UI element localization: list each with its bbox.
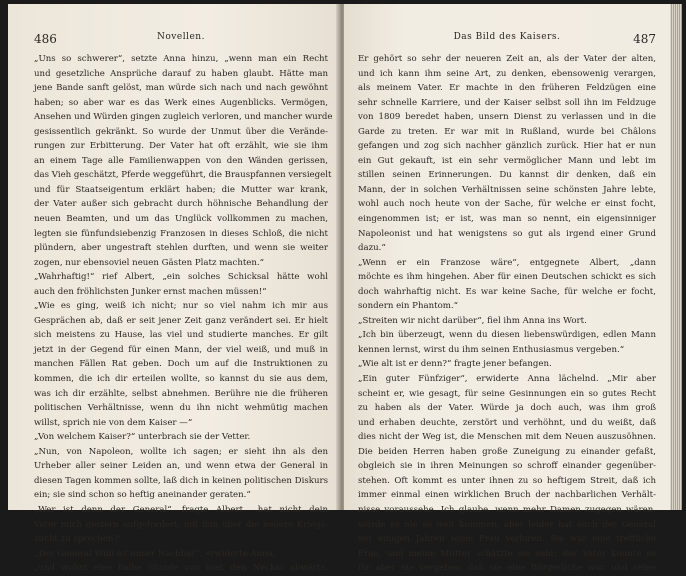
text-line: neuen Beamten, und um das Unglück vollkommen zu machen, [34, 214, 328, 225]
text-line: Urheber aller seiner Leiden an, und wenn etwa der General in [34, 461, 328, 472]
text-line: ihr aber nie vergeben, daß sie eine Bürgerliche war, und seine [358, 563, 656, 574]
text-line: „Wie alt ist er denn?“ fragte jener befangen. [358, 359, 552, 370]
open-book [8, 4, 678, 574]
text-line: und ich kann ihm seine Art, zu denken, ebensowenig verargen, [358, 68, 656, 79]
text-line: zu haben als der Vater. Würde ja doch auch, was ihm groß [358, 403, 656, 414]
text-line: vor einigen Jahren seine Frau verloren. Sie war eine treffliche [358, 534, 656, 545]
running-head-left: Novellen. [157, 32, 205, 42]
text-line: Vater mich gestern aufgefordert, mit ihm über die neuere Kriegs- [34, 519, 328, 530]
text-line: nisse voraussehe. Ich glaube, wenn mehr Damen zugegen wären, [358, 504, 656, 515]
text-line: rungen zur Erbitterung. Der Vater hat oft erzählt, wie sie ihm [34, 141, 328, 152]
text-line: diesen Tagen kommen sollte, laß dich in keinen politischen Diskurs [34, 475, 328, 486]
text-line: manchen Fällen Rat geben. Doch um auf die Instruktionen zu [34, 359, 328, 370]
text-line: auch den fröhlichsten Junker ernst machen müssen!“ [34, 286, 267, 297]
text-line: „Uns so schwerer“, setzte Anna hinzu, „wenn man ein Recht [34, 54, 328, 64]
text-line: „Von welchem Kaiser?“ unterbrach sie der Vetter. [34, 432, 251, 443]
text-line: als meinem Vater. Er machte in den früheren Feldzügen eine [358, 83, 656, 94]
text-line: stehen. Oft kommt es unter ihnen zu so heftigem Streit, daß ich [358, 475, 656, 486]
text-line: obgleich sie in ihren Meinungen so schroff einander gegenüber- [358, 461, 656, 472]
text-line: „Wahrhaftig!“ rief Albert, „ein solches Schicksal hätte wohl [34, 272, 328, 283]
text-line: „Ein guter Fünfziger“, erwiderte Anna lächelnd. „Mir aber [358, 374, 656, 385]
text-line: von 1809 beredet haben, unsern Dienst zu verlassen und in die [358, 112, 656, 123]
right-page-header [358, 32, 656, 52]
page-number-left: 486 [34, 32, 57, 46]
text-line: Frau, und meine Mutter schätzte sie sehr; der Vater konnte es [358, 548, 656, 559]
text-line: Gesprächen ab, daß er seit jener Zeit ganz verändert sei. Er hielt [34, 315, 328, 326]
text-line: Garde zu treten. Er war mit in Rußland, wurde bei Châlons [358, 126, 656, 137]
text-line: plündern, aber ungestraft stehlen durften, und wenn sie weiter [34, 243, 328, 254]
text-line: willst, sprich nie von dem Kaiser —“ [34, 417, 193, 428]
text-line: was ich dir erzählte, selbst abnehmen. Berühre nie die früheren [34, 388, 328, 399]
text-line: jene Bande sanft gelöst, man würde sich nach und nach gewöhnt [34, 83, 328, 94]
text-line: sich meistens zu Hause, las viel und studierte manches. Er gilt [34, 330, 328, 341]
text-line: Napoleonist und hat wenigstens so gut als irgend einer Grund [358, 228, 656, 239]
text-line: kommen, die ich dir erteilen wollte, so kannst du sie aus dem, [34, 374, 328, 385]
right-page [344, 4, 678, 574]
text-line: „Wenn er ein Franzose wäre“, entgegnete Albert, „dann [358, 257, 656, 268]
text-line: und erhaben deuchte, zerstört und verhöhnt, und du weißt, daß [358, 417, 656, 428]
text-line: wohl auch noch heute von der Sache, für welche er einst focht, [358, 199, 656, 210]
text-line: würde es nie so weit kommen, aber leider hat auch der General [358, 519, 656, 530]
text-line: politischen Verhältnisse, wenn du ihn nicht wehmütig machen [34, 403, 328, 414]
text-line: dazu.“ [358, 243, 386, 254]
text-line: gesissentlich gekränkt. So wurde der Unmut über die Verände- [34, 126, 328, 137]
text-line: eingenommen ist; er ist, was man so nennt, ein eigensinniger [358, 214, 656, 225]
page-edges [670, 4, 682, 510]
left-page [8, 4, 340, 574]
text-line: zucht zu sprechen?“ [34, 534, 123, 545]
text-line: „Ich bin überzeugt, wenn du diesen liebenswürdigen, edlen Mann [358, 330, 656, 341]
left-page-text [34, 52, 333, 576]
text-line: ein Gut gekauft, ist ein sehr vermöglicher Mann und lebt im [358, 155, 656, 166]
text-line: kennen lernst, wirst du ihm seinen Enthusiasmus vergeben.“ [358, 344, 625, 355]
text-line: dies nicht der Weg ist, die Menschen mit dem Neuen auszusöhnen. [358, 432, 656, 443]
text-line: gefangen und zog sich nachher gänzlich zurück. Hier hat er nun [358, 141, 656, 152]
left-page-header [34, 32, 328, 52]
text-line: „Wie es ging, weiß ich nicht; nur so viel nahm ich mir aus [34, 301, 328, 312]
text-line: immer einmal einen wirklichen Bruch der nachbarlichen Verhält- [358, 490, 656, 501]
text-line: haben; so aber war es das Werk eines Augenblicks. Vermögen, [34, 97, 328, 108]
right-page-text [358, 52, 656, 576]
text-line: doch wahrhaftig nicht. Es war keine Sache, für welche er focht, [358, 286, 656, 297]
text-line: jetzt in der Gegend für einen Mann, der viel weiß, und muß in [34, 344, 328, 355]
text-line: „Nun, von Napoleon, wollte ich sagen; er sieht ihn als den [34, 446, 328, 457]
running-head-right: Das Bild des Kaisers. [453, 32, 561, 42]
text-line: zogen, nur ebensoviel neuen Gästen Platz machten.“ [34, 257, 265, 268]
text-line: und gesetzliche Ansprüche darauf zu haben glaubt. Hätte man [34, 68, 328, 79]
page-number-right: 487 [633, 32, 656, 46]
text-line: scheint er, wie gesagt, für seine Gesinnungen ein so gutes Recht [358, 388, 656, 399]
text-line: ein; sie sind schon so heftig aneinander geraten.“ [34, 490, 251, 501]
text-line: Ansehen und Würden gingen zugleich verloren, und mancher wurde [34, 112, 333, 123]
text-line: Mann, der in solchen Verhältnissen seine schönsten Jahre lebte, [358, 184, 656, 195]
text-line: der Vater außer sich gebracht durch höhnische Behandlung der [34, 199, 328, 210]
text-line: das Vieh geschätzt, Pferde weggeführt, die Brauspfannen versiegelt [34, 170, 332, 181]
text-line: möchte es ihm hingehen. Aber für einen Deutschen schickt es sich [358, 272, 656, 283]
text-line: „Wer ist denn der General“, fragte Albert, „hat nicht dein [34, 504, 328, 515]
text-line: „und wohnt eine halbe Stunde von hier, den Neckar abwärts. [34, 563, 328, 574]
text-line: Er gehört so sehr der neueren Zeit an, als der Vater der alten, [358, 54, 656, 64]
text-line: „Streiten wir nicht darüber“, fiel ihm Anna ins Wort. [358, 315, 587, 326]
text-line: Die beiden Herren haben große Zuneigung zu einander gefaßt, [358, 446, 656, 457]
text-line: legten sie fünfundsiebenzig Franzosen in dieses Schloß, die nicht [34, 228, 328, 239]
text-line: sondern ein Phantom.“ [358, 301, 459, 312]
text-line: stillen seinen Erinnerungen. Du kannst dir denken, daß ein [358, 170, 656, 181]
text-line: an einem Tage alle Familienwappen von den Wänden gerissen, [34, 155, 328, 166]
text-line: „Der General Willi ist unser Nachbar“, erwiderte Anna, [34, 548, 276, 559]
text-line: sehr schnelle Karriere, und der Kaiser selbst soll ihn im Feldzuge [358, 97, 656, 108]
text-line: und für Staatseigentum erklärt haben; die Mutter war krank, [34, 184, 328, 195]
